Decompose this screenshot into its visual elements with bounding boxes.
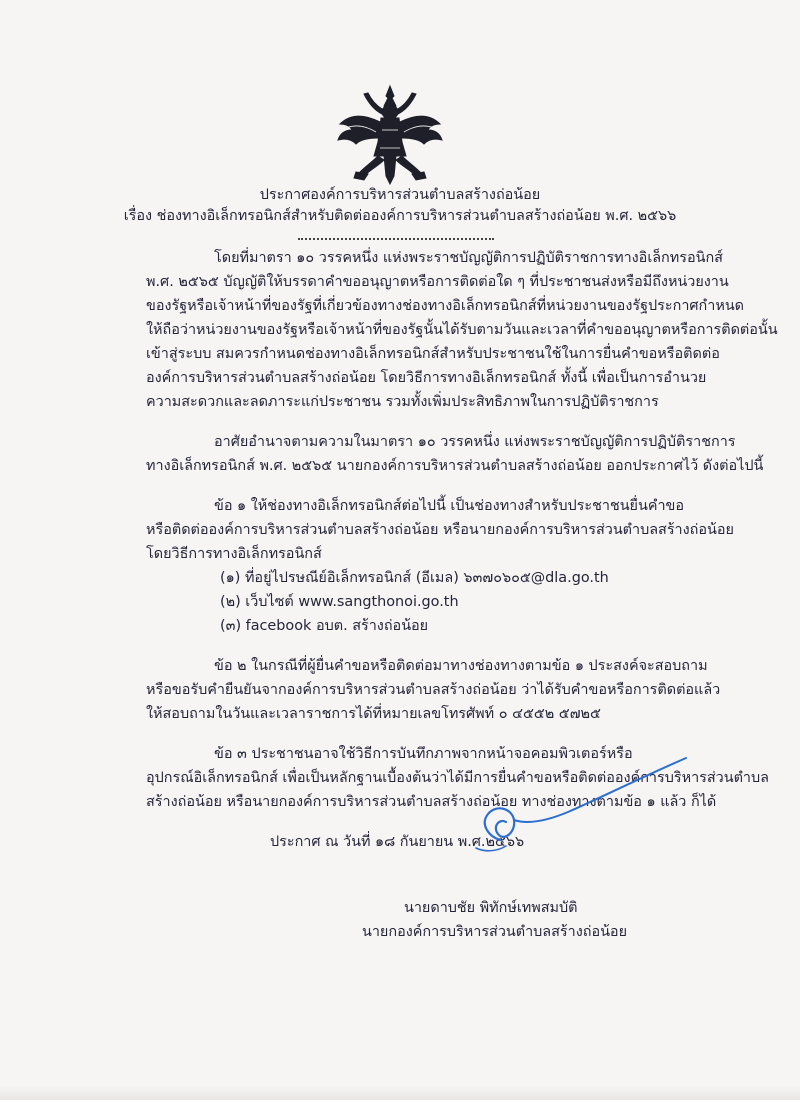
preamble-line: องค์การบริหารส่วนตำบลสร้างถ่อน้อย โดยวิธีการทางอิเล็กทรอนิกส์ ทั้งนี้ เพื่อเป็นการอำนวย: [146, 370, 707, 386]
channel-email: (๑) ที่อยู่ไปรษณีย์อิเล็กทรอนิกส์ (อีเมล) ๖๓๗๐๖๐๕@dla.go.th: [220, 570, 609, 586]
preamble-line: ของรัฐหรือเจ้าหน้าที่ของรัฐที่เกี่ยวข้องทางช่องทางอิเล็กทรอนิกส์ที่หน่วยงานของรัฐประกาศกำหนด: [146, 298, 745, 314]
signer-name: นายดาบชัย พิทักษ์เทพสมบัติ: [404, 900, 578, 916]
authority-line: ทางอิเล็กทรอนิกส์ พ.ศ. ๒๕๖๕ นายกองค์การบริหารส่วนตำบลสร้างถ่อน้อย ออกประกาศไว้ ดังต่อไปนี้: [146, 458, 764, 474]
clause-3-line: อุปกรณ์อิเล็กทรอนิกส์ เพื่อเป็นหลักฐานเบื้องต้นว่าได้มีการยื่นคำขอหรือติดต่อองค์การบริหารส่วนตำบล: [146, 770, 769, 786]
header-dotted-divider: [298, 238, 494, 240]
preamble-line: พ.ศ. ๒๕๖๕ บัญญัติให้บรรดาคำขออนุญาตหรือการติดต่อใด ๆ ที่ประชาชนส่งหรือมีถึงหน่วยงาน: [146, 274, 729, 290]
preamble-line: เข้าสู่ระบบ สมควรกำหนดช่องทางอิเล็กทรอนิกส์สำหรับประชาชนใช้ในการยื่นคำขอหรือติดต่อ: [146, 346, 720, 362]
announcement-title: ประกาศองค์การบริหารส่วนตำบลสร้างถ่อน้อย: [259, 187, 541, 203]
preamble-line: ความสะดวกและลดภาระแก่ประชาชน รวมทั้งเพิ่มประสิทธิภาพในการปฏิบัติราชการ: [146, 394, 659, 410]
handwritten-signature-icon: [440, 752, 700, 882]
clause-3-line: ข้อ ๓ ประชาชนอาจใช้วิธีการบันทึกภาพจากหน้าจอคอมพิวเตอร์หรือ: [214, 746, 633, 762]
clause-3-line: สร้างถ่อน้อย หรือนายกองค์การบริหารส่วนตำบลสร้างถ่อน้อย ทางช่องทางตามข้อ ๑ แล้ว ก็ได้: [146, 794, 717, 810]
clause-2-line: ข้อ ๒ ในกรณีที่ผู้ยื่นคำขอหรือติดต่อมาทางช่องทางตามข้อ ๑ ประสงค์จะสอบถาม: [214, 658, 708, 674]
authority-line: อาศัยอำนาจตามความในมาตรา ๑๐ วรรคหนึ่ง แห่งพระราชบัญญัติการปฏิบัติราชการ: [214, 434, 736, 450]
preamble-line: โดยที่มาตรา ๑๐ วรรคหนึ่ง แห่งพระราชบัญญัติการปฏิบัติราชการทางอิเล็กทรอนิกส์: [214, 250, 723, 266]
channel-facebook: (๓) facebook อบต. สร้างถ่อน้อย: [220, 618, 429, 634]
clause-2-line: ให้สอบถามในวันและเวลาราชการได้ที่หมายเลขโทรศัพท์ ๐ ๔๕๕๒ ๕๗๒๕: [146, 706, 601, 722]
announcement-date: ประกาศ ณ วันที่ ๑๘ กันยายน พ.ศ.๒๕๖๖: [270, 834, 525, 850]
clause-1-line: หรือติดต่อองค์การบริหารส่วนตำบลสร้างถ่อน้อย หรือนายกองค์การบริหารส่วนตำบลสร้างถ่อน้อย: [146, 522, 734, 538]
preamble-line: ให้ถือว่าหน่วยงานของรัฐหรือเจ้าหน้าที่ของรัฐนั้นได้รับตามวันและเวลาที่คำขออนุญาตหรือการติดต่อนั้น: [146, 322, 778, 338]
clause-1-line: ข้อ ๑ ให้ช่องทางอิเล็กทรอนิกส์ต่อไปนี้ เป็นช่องทางสำหรับประชาชนยื่นคำขอ: [214, 498, 685, 514]
garuda-emblem-icon: [334, 84, 446, 188]
clause-2-line: หรือขอรับคำยืนยันจากองค์การบริหารส่วนตำบลสร้างถ่อน้อย ว่าได้รับคำขอหรือการติดต่อแล้ว: [146, 682, 721, 698]
signer-title: นายกองค์การบริหารส่วนตำบลสร้างถ่อน้อย: [362, 924, 628, 940]
clause-1-line: โดยวิธีการทางอิเล็กทรอนิกส์: [146, 546, 322, 562]
announcement-subject: เรื่อง ช่องทางอิเล็กทรอนิกส์สำหรับติดต่อองค์การบริหารส่วนตำบลสร้างถ่อน้อย พ.ศ. ๒๕๖๖: [123, 208, 677, 224]
channel-website: (๒) เว็บไซต์ www.sangthonoi.go.th: [220, 594, 459, 610]
